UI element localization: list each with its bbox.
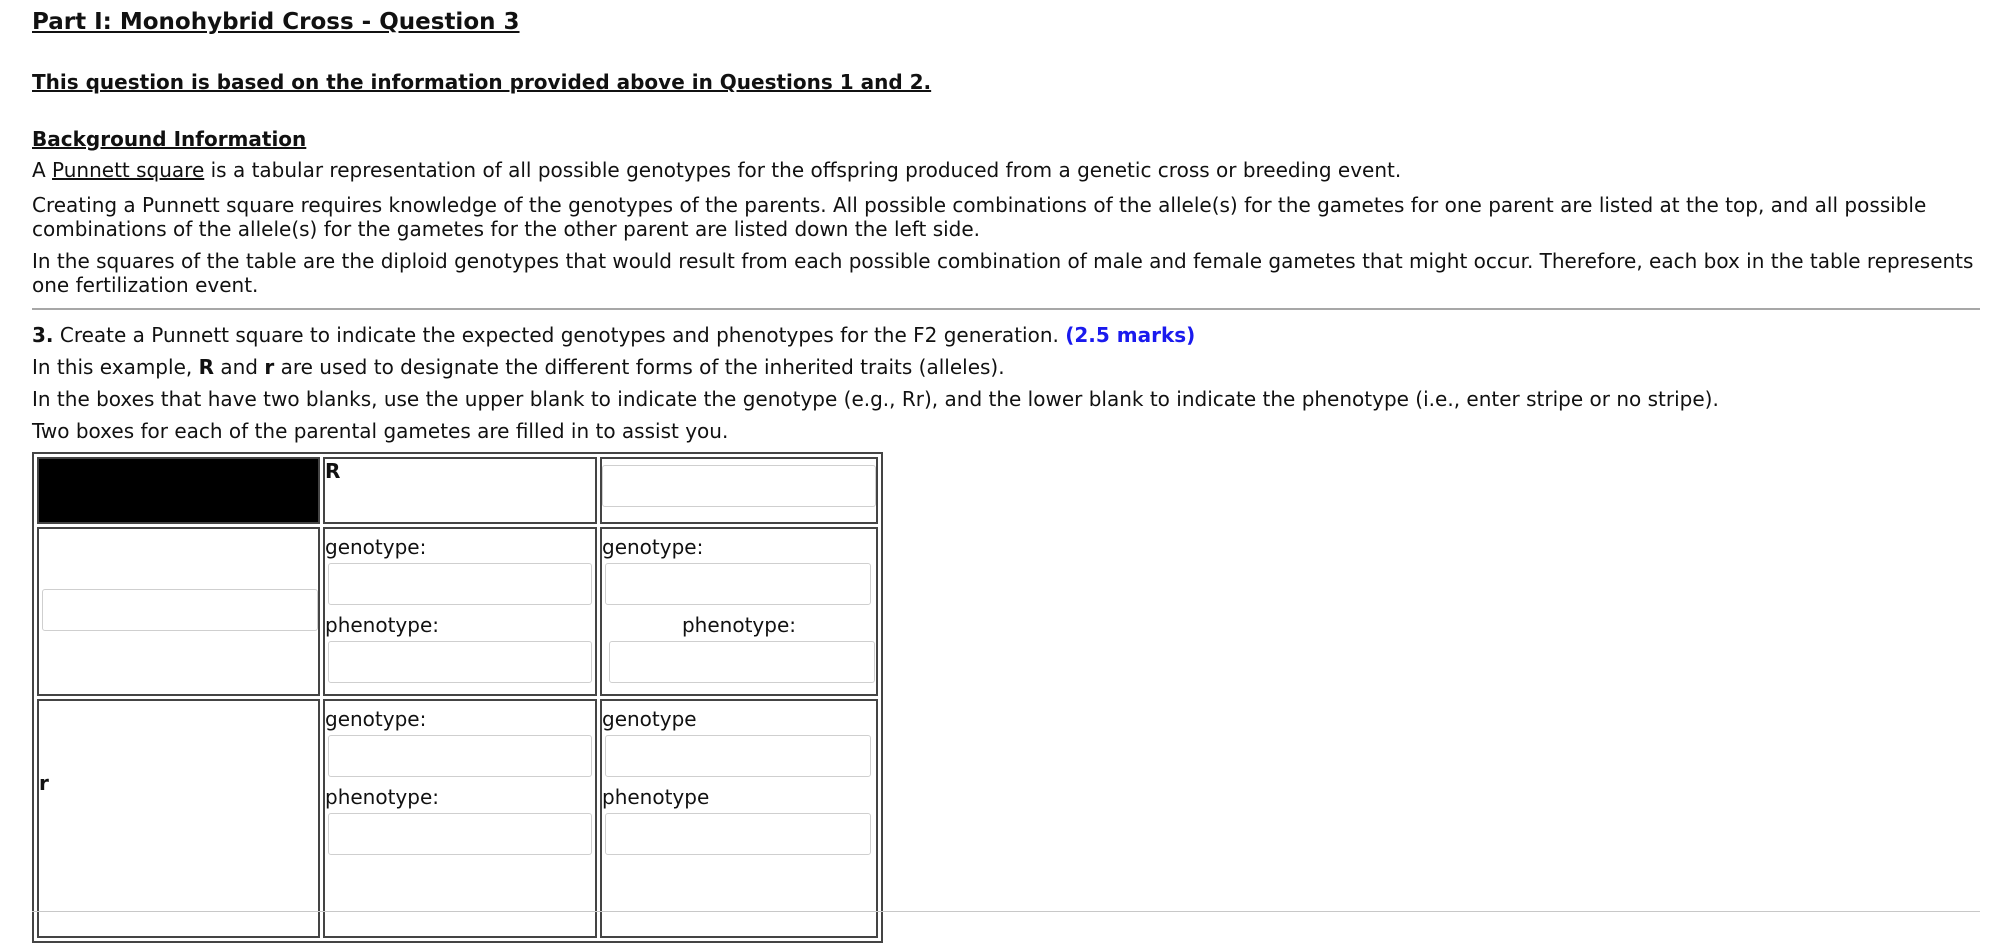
question-alleles-note <box>32 355 1005 379</box>
genotype-label: genotype: <box>325 535 427 559</box>
phenotype-label: phenotype <box>602 785 710 809</box>
genotype-input-r2c2[interactable] <box>605 735 871 777</box>
question-number: 3. <box>32 323 54 347</box>
question-hint: Two boxes for each of the parental gametes are filled in to assist you. <box>32 419 729 443</box>
top-gamete-2-cell <box>600 457 878 524</box>
phenotype-input-r2c1[interactable] <box>328 813 592 855</box>
genotype-input-r1c1[interactable] <box>328 563 592 605</box>
corner-cell <box>37 457 320 524</box>
question-text: Create a Punnett square to indicate the expected genotypes and phenotypes for the F2 generation. <box>53 323 1066 347</box>
background-paragraph-1-prefix: A <box>32 158 53 182</box>
genotype-label: genotype: <box>325 707 427 731</box>
top-gamete-1: R <box>323 457 597 524</box>
allele-recessive: r <box>264 355 275 379</box>
question-prompt <box>32 323 1195 347</box>
background-paragraph-1 <box>32 158 1401 182</box>
punnett-row-1 <box>37 527 878 696</box>
left-gamete-1-input[interactable] <box>42 589 318 631</box>
background-paragraph-2: Creating a Punnett square requires knowledge of the genotypes of the parents. All possible combinations of the allele(s) for the gametes for one parent are listed at the top, and all possible combinations of the allele(s) for the gametes for the other parent are listed down the left side. <box>32 193 1927 241</box>
punnett-row-2 <box>37 699 878 938</box>
question-marks: (2.5 marks) <box>1065 323 1196 347</box>
genotype-label: genotype: <box>602 535 704 559</box>
punnett-cell-r2c1 <box>323 699 597 938</box>
alleles-note-part-2: and <box>214 355 265 379</box>
background-paragraph-3: In the squares of the table are the diploid genotypes that would result from each possible combination of male and female gametes that might occur. Therefore, each box in the table represents one fertilization event. <box>32 249 1974 297</box>
punnett-cell-r1c2 <box>600 527 878 696</box>
left-gamete-1-cell <box>37 527 320 696</box>
punnett-square-term: Punnett square <box>52 158 205 182</box>
gamete-header-row <box>37 457 878 524</box>
phenotype-label: phenotype: <box>325 613 440 637</box>
alleles-note-part-3: are used to designate the different forms of the inherited traits (alleles). <box>274 355 1005 379</box>
bottom-divider <box>32 911 1980 912</box>
genotype-input-r1c2[interactable] <box>605 563 871 605</box>
left-gamete-2: r <box>37 699 320 938</box>
genotype-input-r2c1[interactable] <box>328 735 592 777</box>
allele-dominant: R <box>198 355 214 379</box>
question-instructions: In the boxes that have two blanks, use the upper blank to indicate the genotype (e.g., Rr), and the lower blank to indicate the phenotype (i.e., enter stripe or no stripe). <box>32 387 1719 411</box>
phenotype-input-r2c2[interactable] <box>605 813 871 855</box>
genotype-label: genotype <box>602 707 697 731</box>
phenotype-label: phenotype: <box>325 785 440 809</box>
section-divider <box>32 308 1980 310</box>
punnett-cell-r2c2 <box>600 699 878 938</box>
alleles-note-part-1: In this example, <box>32 355 199 379</box>
top-gamete-2-input[interactable] <box>602 465 876 507</box>
phenotype-label: phenotype: <box>681 613 796 637</box>
punnett-square-table <box>32 452 883 943</box>
background-heading: Background Information <box>32 127 307 151</box>
punnett-cell-r1c1 <box>323 527 597 696</box>
phenotype-input-r1c2[interactable] <box>609 641 875 683</box>
page-title: Part I: Monohybrid Cross - Question 3 <box>32 9 520 35</box>
page-subtitle: This question is based on the information provided above in Questions 1 and 2. <box>32 70 932 94</box>
background-paragraph-1-suffix: is a tabular representation of all possible genotypes for the offspring produced from a genetic cross or breeding event. <box>204 158 1402 182</box>
phenotype-input-r1c1[interactable] <box>328 641 592 683</box>
